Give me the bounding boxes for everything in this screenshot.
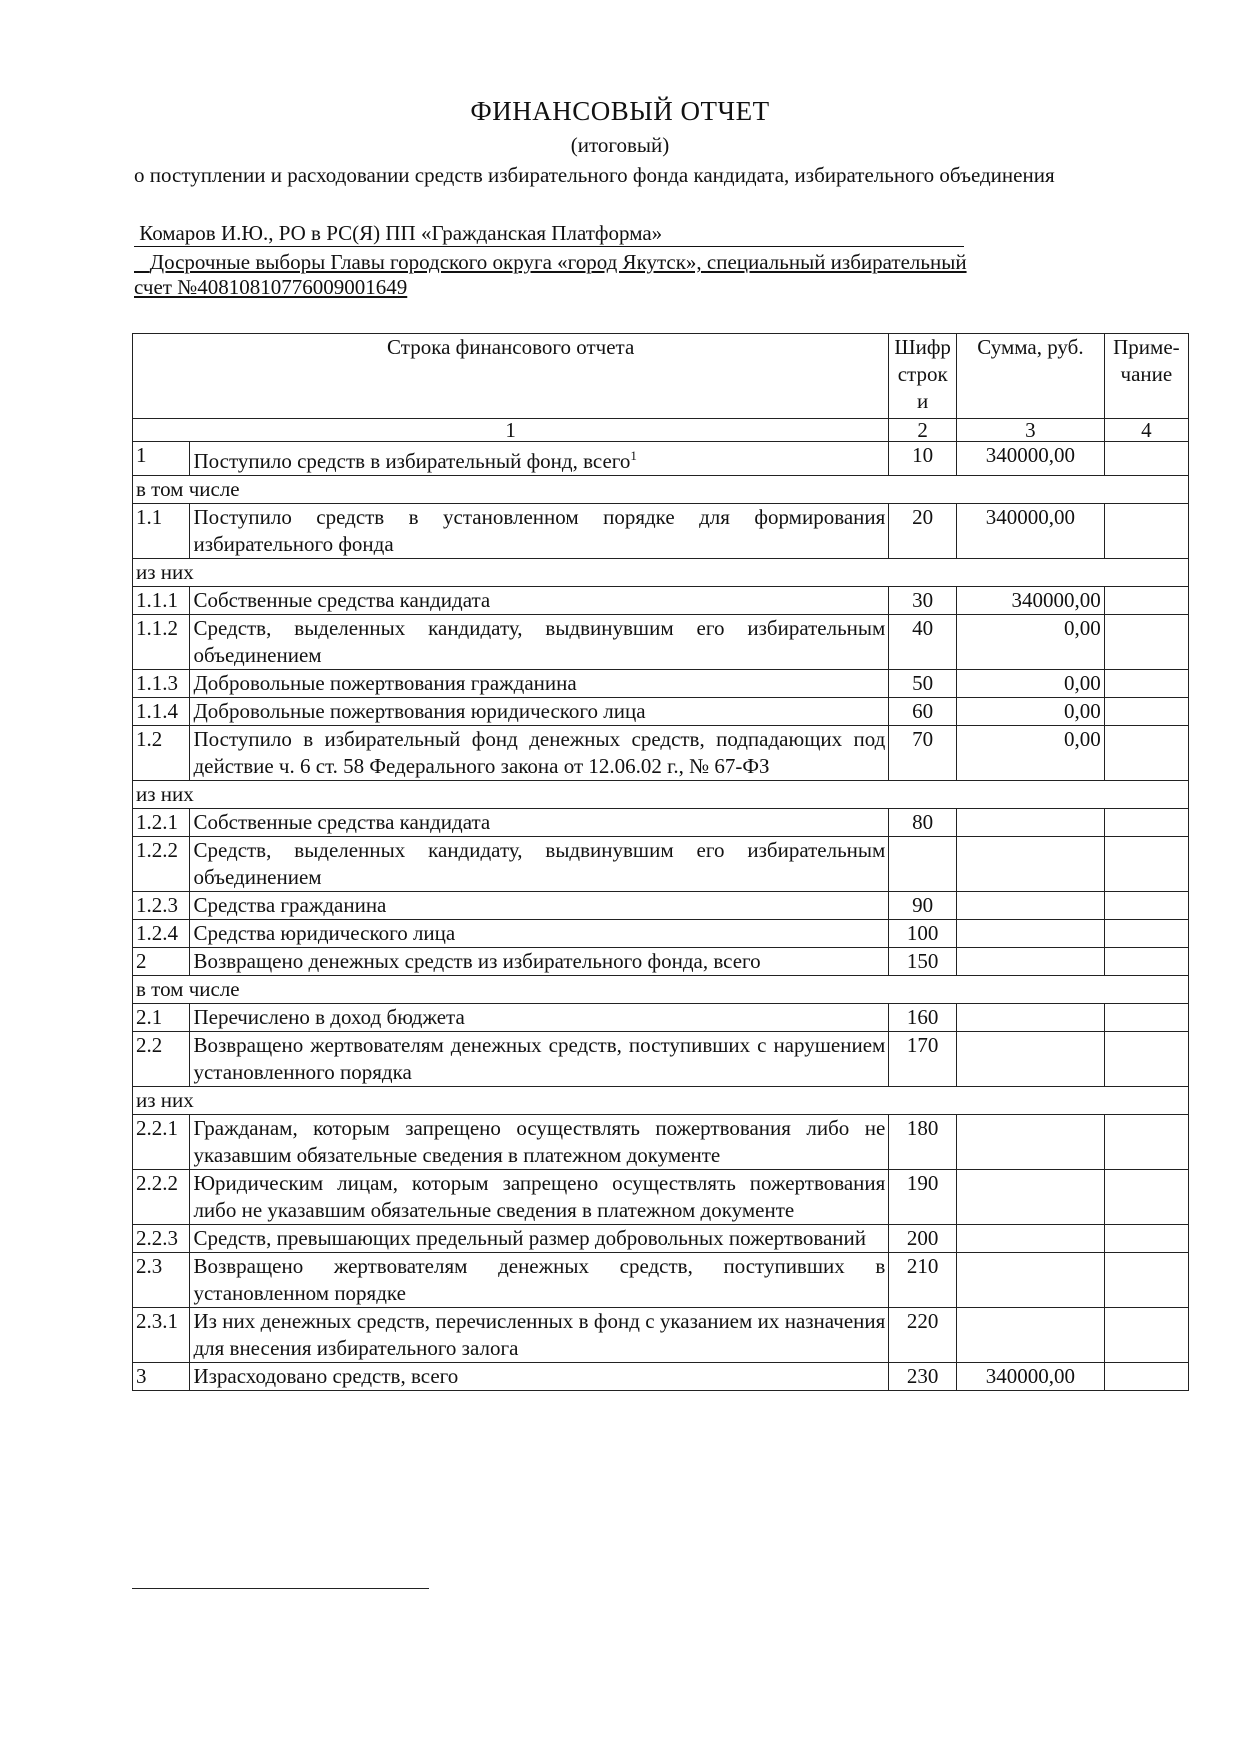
row-description-text: Возвращено жертвователям денежных средств, поступивших в установленном порядке xyxy=(193,1254,886,1305)
row-code xyxy=(889,615,957,670)
row-code xyxy=(889,1363,957,1391)
row-note xyxy=(1104,1032,1188,1087)
row-description xyxy=(190,1253,889,1308)
row-note xyxy=(1104,670,1188,698)
table-row xyxy=(133,1225,1189,1253)
footnote-separator xyxy=(132,1588,429,1589)
row-code xyxy=(889,698,957,726)
row-sum-text: 340000,00 xyxy=(985,505,1076,529)
row-description-text: Юридическим лицам, которым запрещено осуществлять пожертвования либо не указавшим обязательные сведения в платежном документе xyxy=(193,1171,886,1222)
row-sum xyxy=(957,1253,1105,1308)
row-description-text: Средств, выделенных кандидату, выдвинувшим его избирательным объединением xyxy=(193,616,886,667)
row-code xyxy=(889,1170,957,1225)
row-number xyxy=(133,892,190,920)
table-row xyxy=(133,892,1189,920)
row-code xyxy=(889,442,957,476)
row-note xyxy=(1104,892,1188,920)
table-row xyxy=(133,670,1189,698)
row-description xyxy=(190,1225,889,1253)
row-code xyxy=(889,1115,957,1170)
table-row xyxy=(133,1253,1189,1308)
section-label: из них xyxy=(133,1087,1189,1115)
table-row xyxy=(133,1308,1189,1363)
row-number xyxy=(133,698,190,726)
row-number xyxy=(133,1363,190,1391)
row-description-text: Добровольные пожертвования юридического лица xyxy=(193,699,646,723)
section-label: в том числе xyxy=(133,476,1189,504)
row-sum xyxy=(957,698,1105,726)
row-description xyxy=(190,1308,889,1363)
row-description-text: Собственные средства кандидата xyxy=(193,588,491,612)
row-description-text: Средств, выделенных кандидату, выдвинувшим его избирательным объединением xyxy=(193,838,886,889)
column-numbers-row xyxy=(133,419,1189,442)
section-label-row xyxy=(133,559,1189,587)
row-note xyxy=(1104,1004,1188,1032)
row-sum xyxy=(957,1363,1105,1391)
row-description-text: Возвращено денежных средств из избирательного фонда, всего xyxy=(193,949,761,973)
row-description xyxy=(190,615,889,670)
row-number-text: 1.2 xyxy=(136,727,163,751)
row-description-text: Собственные средства кандидата xyxy=(193,810,491,834)
row-note xyxy=(1104,1225,1188,1253)
row-sum xyxy=(957,892,1105,920)
row-sum-text: 0,00 xyxy=(1064,671,1101,695)
row-description xyxy=(190,1115,889,1170)
row-sum xyxy=(957,837,1105,892)
row-note xyxy=(1104,948,1188,976)
row-code xyxy=(889,1253,957,1308)
row-code xyxy=(889,670,957,698)
row-code xyxy=(889,920,957,948)
row-description xyxy=(190,504,889,559)
row-description-text: Средства юридического лица xyxy=(193,921,456,945)
row-code-text: 100 xyxy=(906,921,939,945)
row-number-text: 1.2.3 xyxy=(136,893,178,917)
row-number xyxy=(133,1004,190,1032)
row-number xyxy=(133,587,190,615)
row-note xyxy=(1104,920,1188,948)
row-number-text: 3 xyxy=(136,1364,147,1388)
row-number xyxy=(133,670,190,698)
table-row xyxy=(133,1115,1189,1170)
row-code xyxy=(889,809,957,837)
table-row xyxy=(133,837,1189,892)
row-note xyxy=(1104,837,1188,892)
row-code-text: 180 xyxy=(906,1116,939,1140)
row-code xyxy=(889,1004,957,1032)
row-number-text: 2.1 xyxy=(136,1005,163,1029)
section-label-row xyxy=(133,781,1189,809)
row-number-text: 1.1 xyxy=(136,505,163,529)
row-code-text: 20 xyxy=(912,505,934,529)
row-sum xyxy=(957,615,1105,670)
row-code-text: 30 xyxy=(912,588,934,612)
row-number-text: 1.1.4 xyxy=(136,699,178,723)
row-sum-text: 340000,00 xyxy=(985,443,1076,467)
row-code-text: 90 xyxy=(912,893,934,917)
row-note xyxy=(1104,504,1188,559)
row-sum xyxy=(957,504,1105,559)
row-note xyxy=(1104,1308,1188,1363)
table-row xyxy=(133,809,1189,837)
row-description xyxy=(190,1363,889,1391)
row-sum xyxy=(957,442,1105,476)
table-row xyxy=(133,504,1189,559)
row-number xyxy=(133,837,190,892)
row-code-text: 70 xyxy=(912,727,934,751)
table-row xyxy=(133,948,1189,976)
row-sum xyxy=(957,1170,1105,1225)
row-number-text: 2.3.1 xyxy=(136,1309,178,1333)
row-number-text: 1.1.1 xyxy=(136,588,178,612)
row-code-text: 80 xyxy=(912,810,934,834)
financial-report-table xyxy=(132,333,1189,1391)
row-description xyxy=(190,837,889,892)
section-label: в том числе xyxy=(133,976,1189,1004)
row-code-text: 160 xyxy=(906,1005,939,1029)
election-text: Досрочные выборы Главы городского округа «город Якутск», специальный избирательный xyxy=(149,250,967,274)
row-code-text: 50 xyxy=(912,671,934,695)
election-name xyxy=(134,249,967,275)
row-code-text: 210 xyxy=(906,1254,939,1278)
row-description xyxy=(190,1032,889,1087)
row-sum-text: 0,00 xyxy=(1064,616,1101,640)
row-number-text: 1.2.1 xyxy=(136,810,178,834)
row-description xyxy=(190,670,889,698)
section-label: из них xyxy=(133,559,1189,587)
row-description-text: Из них денежных средств, перечисленных в фонд с указанием их назначения для внесения избирательного залога xyxy=(193,1309,886,1360)
row-code xyxy=(889,948,957,976)
row-sum xyxy=(957,726,1105,781)
row-description-text: Добровольные пожертвования гражданина xyxy=(193,671,577,695)
section-label-row xyxy=(133,976,1189,1004)
row-description xyxy=(190,809,889,837)
header-sum: Сумма, руб. xyxy=(957,334,1105,419)
row-sum xyxy=(957,948,1105,976)
row-code-text: 150 xyxy=(906,949,939,973)
table-row xyxy=(133,726,1189,781)
row-note xyxy=(1104,587,1188,615)
row-note xyxy=(1104,809,1188,837)
row-number xyxy=(133,442,190,476)
row-code xyxy=(889,1225,957,1253)
row-note xyxy=(1104,1170,1188,1225)
row-sum-text: 340000,00 xyxy=(1011,588,1101,612)
table-row xyxy=(133,1032,1189,1087)
row-number xyxy=(133,920,190,948)
row-note xyxy=(1104,442,1188,476)
section-label: из них xyxy=(133,781,1189,809)
row-number xyxy=(133,948,190,976)
row-number-text: 2.2.1 xyxy=(136,1116,178,1140)
row-description xyxy=(190,587,889,615)
row-sum xyxy=(957,1225,1105,1253)
row-number xyxy=(133,504,190,559)
row-note xyxy=(1104,698,1188,726)
table-row xyxy=(133,587,1189,615)
row-number xyxy=(133,1225,190,1253)
row-number xyxy=(133,809,190,837)
row-note xyxy=(1104,615,1188,670)
row-sum-text: 0,00 xyxy=(1064,727,1101,751)
row-sum xyxy=(957,809,1105,837)
row-description-text: Гражданам, которым запрещено осуществлять пожертвования либо не указавшим обязательные сведения в платежном документе xyxy=(193,1116,886,1167)
row-number-text: 1.2.2 xyxy=(136,838,178,862)
row-description xyxy=(190,1170,889,1225)
row-description-text: Средств, превышающих предельный размер добровольных пожертвований xyxy=(193,1226,867,1250)
table-row xyxy=(133,1004,1189,1032)
section-label-row xyxy=(133,476,1189,504)
row-sum xyxy=(957,920,1105,948)
candidate-text: Комаров И.Ю., РО в РС(Я) ПП «Гражданская Платформа» xyxy=(139,221,663,245)
row-code-text: 190 xyxy=(906,1171,939,1195)
row-number-text: 1.1.2 xyxy=(136,616,178,640)
row-code xyxy=(889,1032,957,1087)
table-row xyxy=(133,442,1189,476)
row-note xyxy=(1104,1115,1188,1170)
table-row xyxy=(133,1363,1189,1391)
row-description xyxy=(190,948,889,976)
row-code xyxy=(889,726,957,781)
row-description xyxy=(190,1004,889,1032)
row-sum xyxy=(957,1308,1105,1363)
document-intro: о поступлении и расходовании средств избирательного фонда кандидата, избирательного объединения xyxy=(134,163,1055,187)
row-number-text: 2.3 xyxy=(136,1254,163,1278)
row-note xyxy=(1104,726,1188,781)
row-number xyxy=(133,1115,190,1170)
row-description xyxy=(190,726,889,781)
row-code-text: 170 xyxy=(906,1033,939,1057)
document-subtitle: (итоговый) xyxy=(570,133,670,157)
row-number xyxy=(133,1170,190,1225)
table-row xyxy=(133,698,1189,726)
account-number: счет №40810810776009001649 xyxy=(134,275,408,299)
header-line: Строка финансового отчета xyxy=(133,334,889,419)
row-sum xyxy=(957,1032,1105,1087)
table-header-row xyxy=(133,334,1189,419)
row-code xyxy=(889,837,957,892)
row-code xyxy=(889,504,957,559)
row-number xyxy=(133,615,190,670)
row-code-text: 200 xyxy=(906,1226,939,1250)
table-row xyxy=(133,920,1189,948)
row-number xyxy=(133,1308,190,1363)
row-code-text: 60 xyxy=(912,699,934,723)
row-number-text: 1.1.3 xyxy=(136,671,178,695)
row-number-text: 1 xyxy=(136,443,147,467)
row-description-text: Поступило средств в установленном порядке для формирования избирательного фонда xyxy=(193,505,886,556)
row-code-text: 40 xyxy=(912,616,934,640)
col-number-1: 1 xyxy=(133,419,889,442)
row-number-text: 2.2 xyxy=(136,1033,163,1057)
row-number-text: 2.2.2 xyxy=(136,1171,178,1195)
row-description-text: Возвращено жертвователям денежных средств, поступивших с нарушением установленного порядка xyxy=(193,1033,886,1084)
row-sum xyxy=(957,587,1105,615)
row-description xyxy=(190,698,889,726)
row-description xyxy=(190,442,889,476)
row-number xyxy=(133,1253,190,1308)
row-sum-text: 340000,00 xyxy=(985,1364,1076,1388)
row-description xyxy=(190,920,889,948)
row-code-text: 10 xyxy=(912,443,934,467)
row-code xyxy=(889,892,957,920)
row-description xyxy=(190,892,889,920)
row-note xyxy=(1104,1363,1188,1391)
row-sum xyxy=(957,1115,1105,1170)
row-description-text: Поступило средств в избирательный фонд, всего xyxy=(193,449,631,473)
row-description-text: Средства гражданина xyxy=(193,893,387,917)
row-number-text: 1.2.4 xyxy=(136,921,178,945)
row-note xyxy=(1104,1253,1188,1308)
row-code xyxy=(889,1308,957,1363)
col-number-4: 4 xyxy=(1104,419,1188,442)
row-code xyxy=(889,587,957,615)
document-title: ФИНАНСОВЫЙ ОТЧЕТ xyxy=(470,96,770,126)
row-description-text: Перечислено в доход бюджета xyxy=(193,1005,465,1029)
table-row xyxy=(133,1170,1189,1225)
row-code-text: 230 xyxy=(906,1364,939,1388)
row-sum xyxy=(957,670,1105,698)
row-number-text: 2 xyxy=(136,949,147,973)
section-label-row xyxy=(133,1087,1189,1115)
row-number-text: 2.2.3 xyxy=(136,1226,178,1250)
col-number-3: 3 xyxy=(957,419,1105,442)
header-code: Шифр строк и xyxy=(889,334,957,419)
row-description-text: Поступило в избирательный фонд денежных средств, подпадающих под действие ч. 6 ст. 58 Федерального закона от 12.06.02 г., № 67-ФЗ xyxy=(193,727,886,778)
row-number xyxy=(133,726,190,781)
row-code-text: 220 xyxy=(906,1309,939,1333)
row-sum xyxy=(957,1004,1105,1032)
header-note: Приме- чание xyxy=(1104,334,1188,419)
table-row xyxy=(133,615,1189,670)
footnote-marker: 1 xyxy=(630,448,637,463)
col-number-2: 2 xyxy=(889,419,957,442)
candidate-name xyxy=(134,220,964,247)
row-number xyxy=(133,1032,190,1087)
row-description-text: Израсходовано средств, всего xyxy=(193,1364,459,1388)
row-sum-text: 0,00 xyxy=(1064,699,1101,723)
